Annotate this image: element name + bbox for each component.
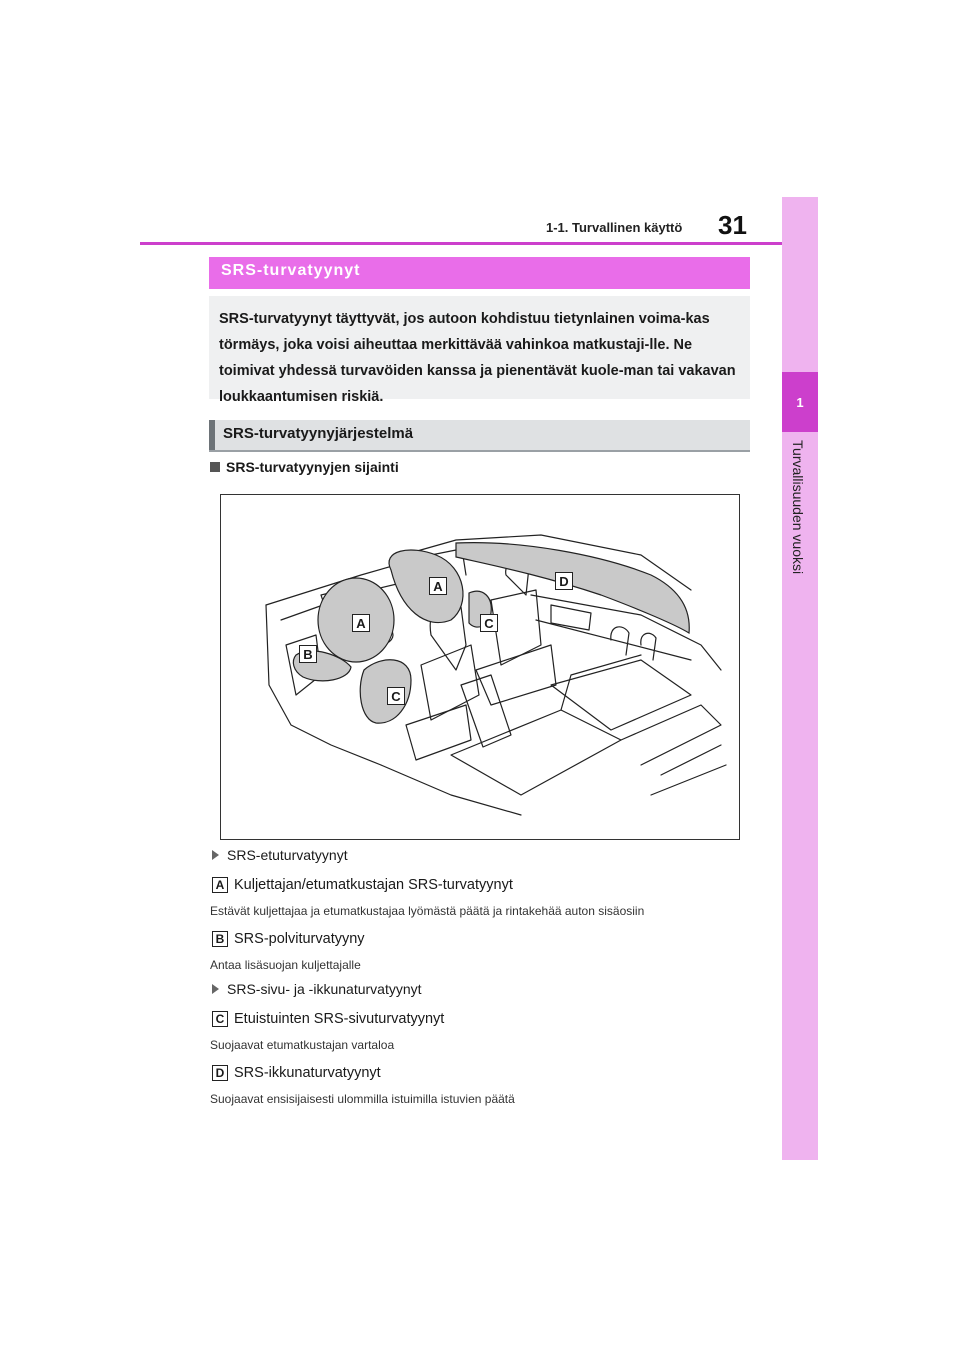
location-heading: SRS-turvatyynyjen sijainti <box>210 459 399 475</box>
legend-title-a: Kuljettajan/etumatkustajan SRS-turvatyynyt <box>234 877 513 893</box>
subsection-accent <box>209 420 215 450</box>
legend-item-c <box>212 1011 444 1027</box>
figure-label-d: D <box>555 572 573 590</box>
figure-label-a-driver: A <box>352 614 370 632</box>
side-tab-label: Turvallisuuden vuoksi <box>790 440 806 575</box>
legend-item-a <box>212 877 513 893</box>
intro-box <box>209 296 750 405</box>
legend-desc-c: Suojaavat etumatkustajan vartaloa <box>210 1038 395 1052</box>
legend-letter-b: B <box>212 931 228 947</box>
subsection-title-bar <box>209 420 750 452</box>
figure-label-c-driver: C <box>387 687 405 705</box>
legend-title-b: SRS-polviturvatyyny <box>234 931 365 947</box>
legend-letter-a: A <box>212 877 228 893</box>
legend-title-c: Etuistuinten SRS-sivuturvatyynyt <box>234 1011 445 1027</box>
section-title-bar <box>209 257 750 289</box>
car-interior-illustration <box>221 495 740 840</box>
triangle-bullet-icon <box>212 984 219 994</box>
legend-desc-a: Estävät kuljettajaa ja etumatkustajaa lyömästä päätä ja rintakehää auton sisäosiin <box>210 904 645 918</box>
figure-label-a-passenger: A <box>429 577 447 595</box>
header-divider <box>140 242 782 245</box>
legend-letter-c: C <box>212 1011 228 1027</box>
page-number: 31 <box>718 210 747 240</box>
section-title: SRS-turvatyynyt <box>221 262 361 279</box>
square-bullet-icon <box>210 462 220 472</box>
legend-letter-d: D <box>212 1065 228 1081</box>
legend-item-d <box>212 1065 381 1081</box>
figure-label-b: B <box>299 645 317 663</box>
subsection-title: SRS-turvatyynyjärjestelmä <box>223 425 414 442</box>
passenger-airbag-shape <box>389 550 463 623</box>
legend-group-front: SRS-etuturvatyynyt <box>212 847 348 863</box>
triangle-bullet-icon <box>212 850 219 860</box>
figure-label-c-passenger: C <box>480 614 498 632</box>
chapter-title: 1-1. Turvallinen käyttö <box>546 220 683 235</box>
legend-desc-d: Suojaavat ensisijaisesti ulommilla istuimilla istuvien päätä <box>210 1092 515 1106</box>
legend-group-side: SRS-sivu- ja -ikkunaturvatyynyt <box>212 981 422 997</box>
legend-item-b <box>212 931 365 947</box>
side-tab-chapter-number[interactable]: 1 <box>782 372 818 432</box>
intro-text: SRS-turvatyynyt täyttyvät, jos autoon kohdistuu tietynlainen voima-kas törmäys, joka voisi aiheuttaa merkittävää vahinkoa matkustaji-lle. Ne toimivat yhdessä turvavöiden kanssa ja pienentävät kuole-man tai vakavan loukkaantumisen riskiä. <box>219 311 736 405</box>
legend-title-d: SRS-ikkunaturvatyynyt <box>234 1065 381 1081</box>
airbag-location-figure <box>220 494 740 840</box>
legend-desc-b: Antaa lisäsuojan kuljettajalle <box>210 958 361 972</box>
